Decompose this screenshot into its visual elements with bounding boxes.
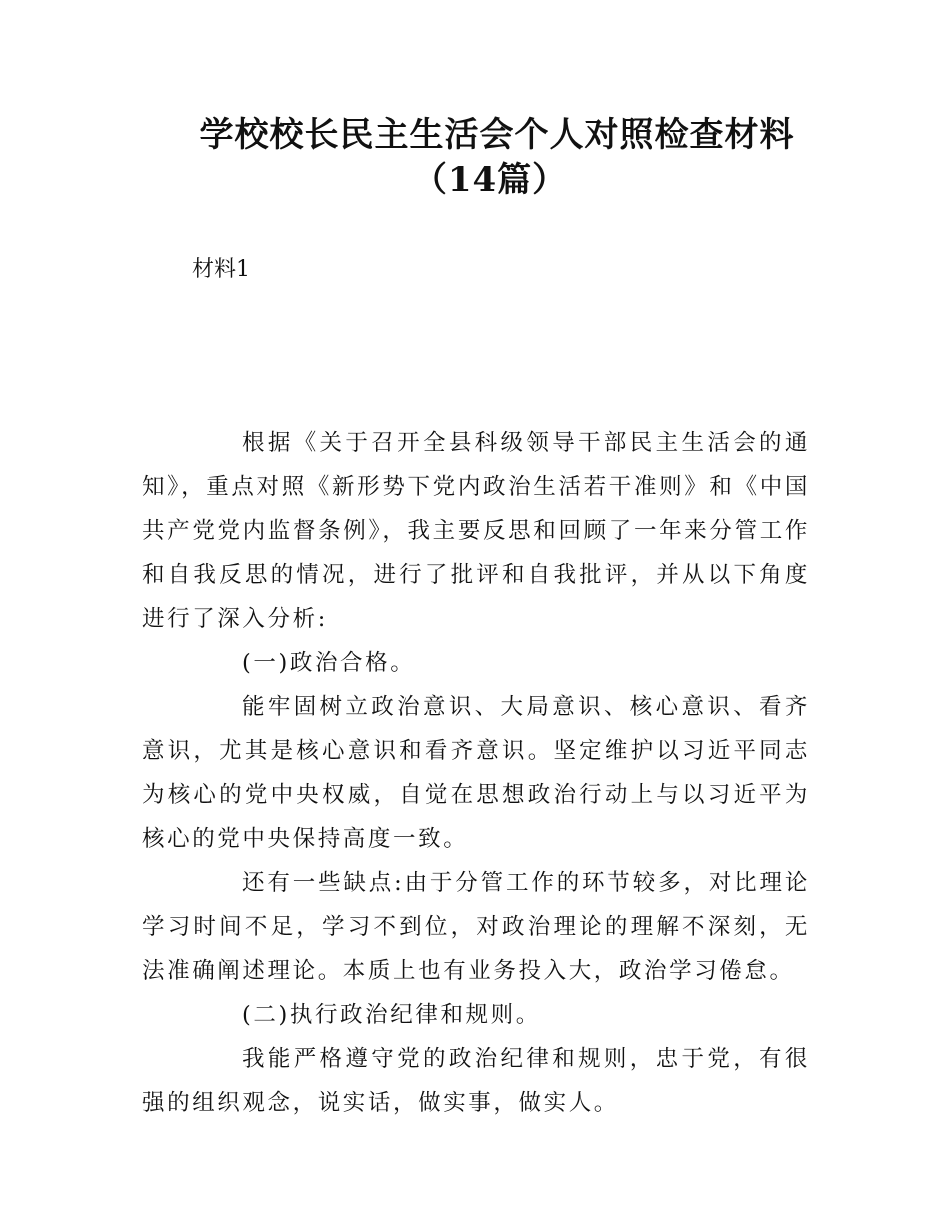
- paragraph-2: 能牢固树立政治意识、大局意识、核心意识、看齐意识，尤其是核心意识和看齐意识。坚定维护以习近平同志为核心的党中央权威，自觉在思想政治行动上与以习近平为核心的党中央保持高度一致。: [142, 694, 810, 852]
- paragraph-1: 根据《关于召开全县科级领导干部民主生活会的通知》，重点对照《新形势下党内政治生活若干准则》和《中国共产党党内监督条例》，我主要反思和回顾了一年来分管工作和自我反思的情况，进行了批评和自我批评，并从以下角度进行了深入分析:: [142, 430, 810, 632]
- document-title-line-2: （14篇）: [412, 160, 568, 200]
- paragraph-4: 我能严格遵守党的政治纪律和规则，忠于党，有很强的组织观念，说实话，做实事，做实人。: [142, 1046, 810, 1116]
- paragraph-3: 还有一些缺点:由于分管工作的环节较多，对比理论学习时间不足，学习不到位，对政治理论的理解不深刻，无法准确阐述理论。本质上也有业务投入大，政治学习倦怠。: [142, 870, 810, 984]
- paragraph-heading-2: (二)执行政治纪律和规则。: [242, 1002, 541, 1028]
- document-title-line-1: 学校校长民主生活会个人对照检查材料: [199, 115, 795, 155]
- section-label: 材料1: [192, 257, 250, 282]
- paragraph-heading-1: (一)政治合格。: [242, 650, 416, 676]
- body-text: [142, 421, 810, 1125]
